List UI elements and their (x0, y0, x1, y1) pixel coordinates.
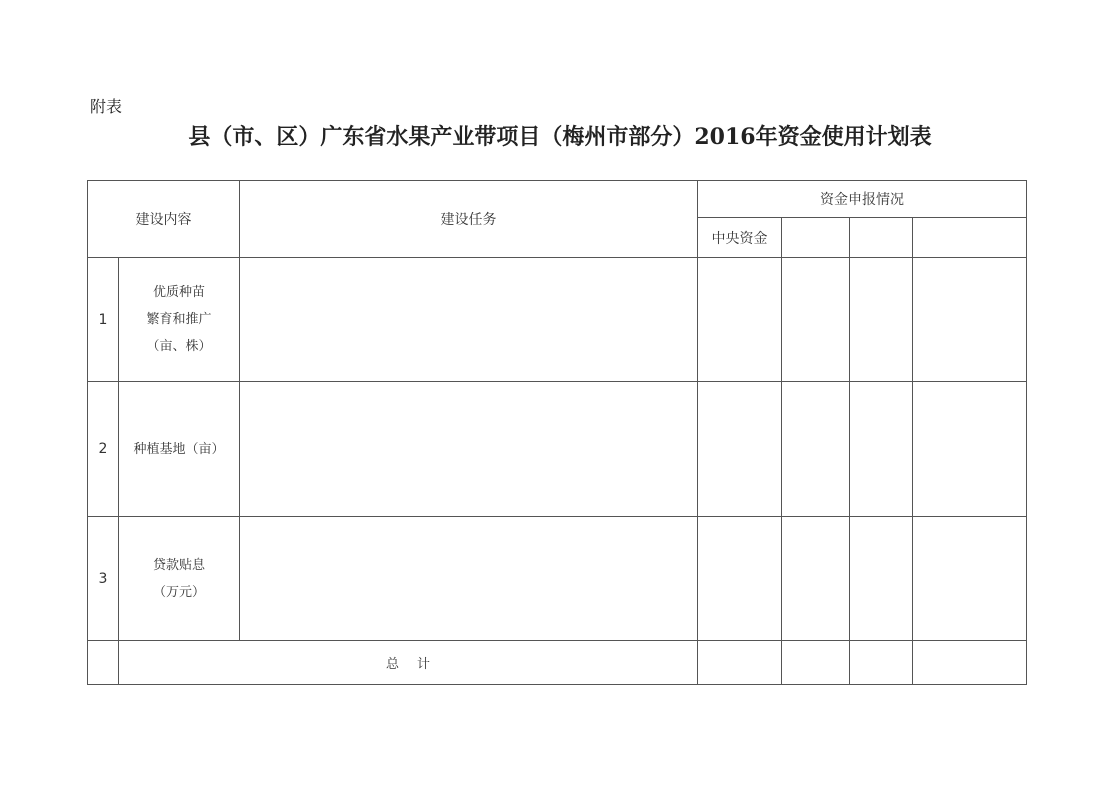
total-blank-cell (88, 641, 119, 685)
total-label (119, 641, 698, 685)
document-title: 县（市、区）广东省水果产业带项目（梅州市部分）2016年资金使用计划表 (188, 124, 932, 150)
total-label-text: 总计 (385, 657, 448, 672)
table-row (88, 382, 1027, 517)
row-task-cell (240, 517, 698, 641)
total-central-cell (698, 641, 782, 685)
row-item (119, 382, 240, 517)
row-number: 1 (88, 258, 119, 382)
row-item-line: （万元） (152, 584, 205, 600)
row-funding-cell (913, 258, 1027, 382)
row-item-line: （亩、株） (146, 339, 212, 354)
row-funding-cell (913, 517, 1027, 641)
row-funding-cell (850, 382, 913, 517)
row-item-line: 优质种苗 (152, 285, 205, 300)
row-item-line: 种植基地（亩） (133, 441, 225, 457)
row-number: 3 (88, 517, 119, 641)
row-central-cell (698, 258, 782, 382)
row-funding-cell (782, 517, 850, 641)
page-label: 附表 (90, 97, 123, 116)
header-funding-blank-3 (913, 218, 1027, 258)
table-row (88, 517, 1027, 641)
row-task-cell (240, 382, 698, 517)
header-funding-blank-1 (782, 218, 850, 258)
header-content: 建设内容 (88, 181, 240, 258)
funding-plan-table (87, 180, 1027, 685)
table-row (88, 258, 1027, 382)
total-funding-cell (782, 641, 850, 685)
row-central-cell (698, 382, 782, 517)
row-item (119, 517, 240, 641)
total-row (88, 641, 1027, 685)
row-item-line: 贷款贴息 (152, 557, 205, 573)
header-row-1 (88, 181, 1027, 218)
total-funding-cell (913, 641, 1027, 685)
row-item-line: 繁育和推广 (146, 312, 212, 327)
row-task-cell (240, 258, 698, 382)
row-funding-cell (782, 382, 850, 517)
total-funding-cell (850, 641, 913, 685)
row-number: 2 (88, 382, 119, 517)
header-funding-blank-2 (850, 218, 913, 258)
header-task: 建设任务 (240, 181, 698, 258)
row-item (119, 258, 240, 382)
row-funding-cell (782, 258, 850, 382)
row-funding-cell (850, 258, 913, 382)
row-funding-cell (850, 517, 913, 641)
header-funding-group: 资金申报情况 (698, 181, 1027, 218)
row-funding-cell (913, 382, 1027, 517)
row-central-cell (698, 517, 782, 641)
header-funding-central: 中央资金 (698, 218, 782, 258)
